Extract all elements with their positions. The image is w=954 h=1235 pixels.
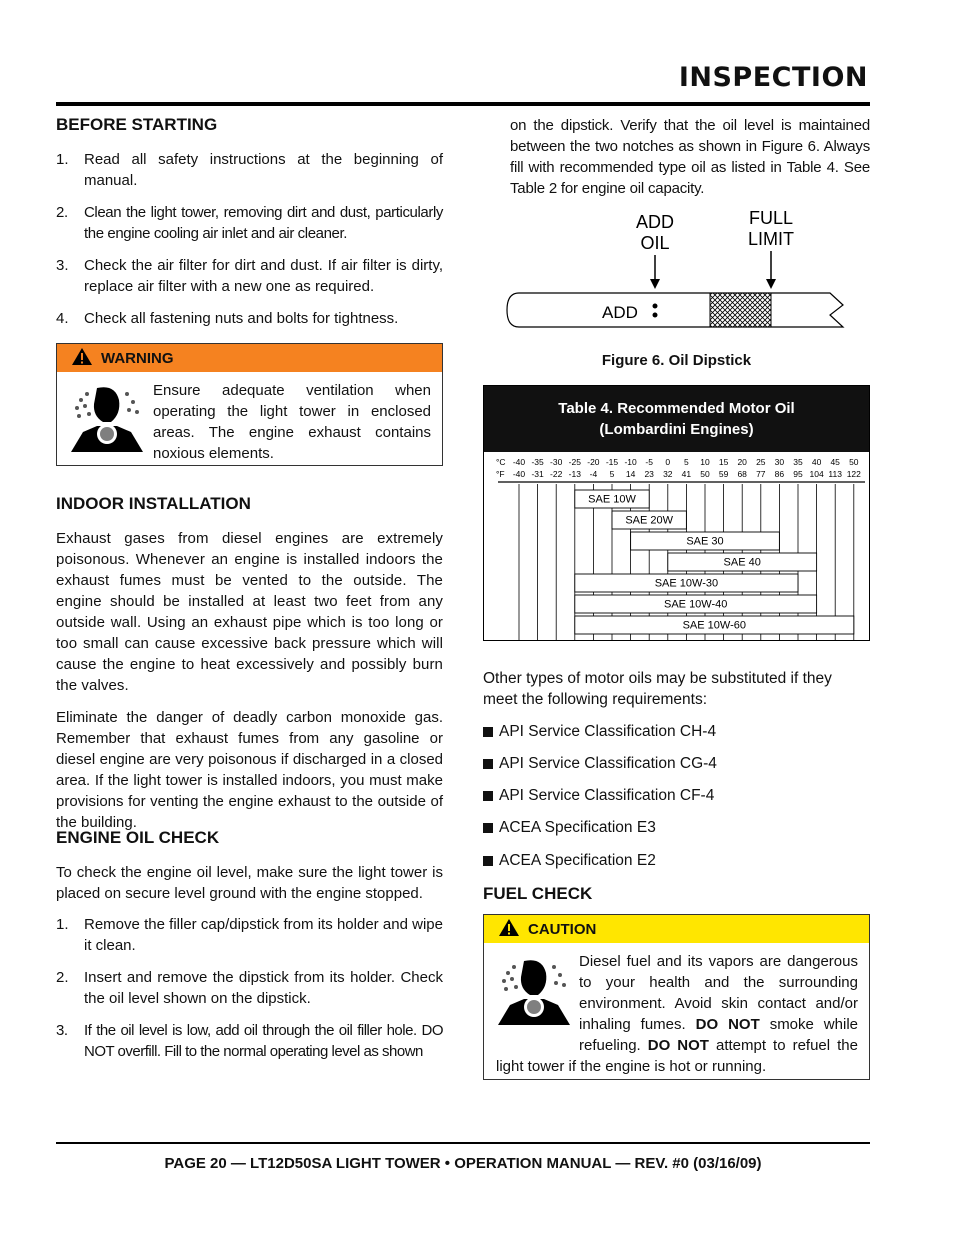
fahrenheit-tick-label: 86: [774, 469, 785, 479]
fahrenheit-tick-label: 95: [793, 469, 803, 479]
fahrenheit-tick-label: -22: [550, 469, 563, 479]
fahrenheit-tick-label: -31: [531, 469, 544, 479]
full-arrow-icon: [766, 251, 776, 289]
bullet-square-icon: [483, 759, 493, 769]
indoor-heading: INDOOR INSTALLATION: [56, 494, 251, 513]
caution-text: [496, 951, 858, 1077]
celsius-tick-label: 50: [849, 457, 859, 467]
indoor-paragraph-1: Exhaust gases from diesel engines are extremely poisonous. Whenever an engine is installed indoors the exhaust fumes must be vented to the outside. The engine should be installed at least two feet from any outside wall. Using an exhaust pipe which is too long or too small can cause excessive back pressure which will cause the engine to heat excessively and possibly burn the valves.: [56, 530, 443, 694]
list-item: API Service Classification CG-4: [483, 753, 870, 775]
bullet-square-icon: [483, 823, 493, 833]
celsius-tick-label: 35: [793, 457, 803, 467]
dipstick-add-label: ADD: [602, 303, 638, 322]
caution-text-3: attempt to refuel the light tower if the engine is hot or running.: [496, 1037, 858, 1075]
oil-grade-label: SAE 10W: [588, 493, 636, 506]
table-header: [484, 386, 869, 452]
engine-oil-continued: on the dipstick. Verify that the oil level is maintained between the two notches as shown in Figure 6. Always fill with recommended type oil as listed in Table 4. See Table 2 for engine oil capacity.: [510, 117, 870, 197]
celsius-tick-label: -5: [645, 457, 653, 467]
left-column: [56, 115, 443, 329]
fahrenheit-tick-label: 50: [700, 469, 710, 479]
page-title: INSPECTION: [678, 62, 868, 93]
celsius-tick-label: -10: [624, 457, 637, 467]
substitutes-list: [483, 721, 870, 872]
fuel-check-heading: FUEL CHECK: [483, 884, 593, 903]
notch-dot-upper: [653, 304, 658, 309]
table-title-line-1: Table 4. Recommended Motor Oil: [558, 400, 795, 417]
add-oil-label-2: OIL: [640, 233, 670, 253]
oil-temperature-chart: [484, 452, 869, 640]
caution-box: [483, 914, 870, 1080]
footer-rule: [56, 1142, 870, 1144]
engine-oil-intro: To check the engine oil level, make sure the light tower is placed on secure level ground with the engine stopped.: [56, 864, 443, 902]
fahrenheit-tick-label: -40: [512, 469, 526, 479]
indoor-section: [56, 494, 443, 833]
fahrenheit-unit-label: °F: [496, 469, 505, 479]
celsius-tick-label: 45: [830, 457, 840, 467]
celsius-tick-label: -30: [550, 457, 563, 467]
bullet-square-icon: [483, 791, 493, 801]
fahrenheit-tick-label: 23: [644, 469, 654, 479]
engine-oil-section: [56, 828, 443, 1062]
fahrenheit-tick-label: 32: [663, 469, 673, 479]
page-footer: PAGE 20 — LT12D50SA LIGHT TOWER • OPERATION MANUAL — REV. #0 (03/16/09): [164, 1155, 762, 1172]
celsius-tick-label: 5: [684, 457, 689, 467]
dipstick-figure: [505, 205, 855, 335]
caution-bold-1: DO NOT: [695, 1016, 760, 1033]
warning-triangle-icon: [71, 347, 93, 370]
oil-grade-label: SAE 20W: [625, 514, 674, 527]
fahrenheit-tick-label: -4: [589, 469, 598, 479]
celsius-tick-label: -25: [568, 457, 581, 467]
celsius-tick-label: 15: [718, 457, 729, 467]
fahrenheit-tick-label: 5: [609, 469, 615, 479]
list-item: 3. Check the air filter for dirt and dust. If air filter is dirty, replace air filter with a new one as required.: [56, 257, 443, 295]
fahrenheit-tick-label: 122: [846, 469, 861, 479]
celsius-tick-label: 10: [700, 457, 710, 467]
caution-bold-2: DO NOT: [647, 1037, 709, 1054]
fahrenheit-tick-label: 14: [625, 469, 636, 479]
add-oil-label-1: ADD: [635, 212, 675, 232]
fahrenheit-tick-label: 77: [756, 469, 766, 479]
full-limit-label-1: FULL: [748, 208, 794, 228]
celsius-tick-label: -40: [512, 457, 526, 467]
indoor-paragraph-2: Eliminate the danger of deadly carbon monoxide gas. Remember that exhaust fumes from any gasoline or diesel engine are very poisonous if discharged in a closed area. If the light tower is installed indoors, you must make provisions for venting the engine exhaust to the outside of the building.: [56, 709, 443, 831]
title-rule: [56, 102, 870, 106]
substitutes-intro: Other types of motor oils may be substituted if they meet the following requirements:: [483, 670, 832, 708]
oil-grade-label: SAE 10W-30: [654, 577, 719, 590]
notch-dot-lower: [653, 313, 658, 318]
caution-header: [484, 915, 869, 943]
warning-box: [56, 343, 443, 466]
engine-oil-heading: ENGINE OIL CHECK: [56, 828, 220, 847]
add-arrow-icon: [650, 255, 660, 289]
bullet-square-icon: [483, 856, 493, 866]
celsius-tick-label: -35: [531, 457, 544, 467]
fahrenheit-tick-label: 59: [718, 469, 729, 479]
fahrenheit-tick-label: 41: [681, 469, 692, 479]
celsius-tick-label: 40: [811, 457, 822, 467]
before-starting-list: [56, 149, 443, 329]
caution-text-1: Diesel fuel and its vapors are dangerous to your health and the surrounding environment. Avoid skin contact and/or inhaling fumes.: [579, 953, 858, 1033]
fahrenheit-tick-label: 68: [737, 469, 747, 479]
warning-text: Ensure adequate ventilation when operating the light tower in enclosed areas. The engine exhaust contains noxious elements.: [153, 382, 431, 462]
dipstick-body: [507, 293, 843, 327]
list-item: 2. Clean the light tower, removing dirt and dust, particularly the engine cooling air inlet and air cleaner.: [56, 204, 443, 242]
list-item: 2. Insert and remove the dipstick from its holder. Check the oil level shown on the dipstick.: [56, 969, 443, 1007]
celsius-tick-label: -15: [605, 457, 619, 467]
table-title-line-2: (Lombardini Engines): [599, 421, 754, 438]
oil-grade-label: SAE 30: [686, 535, 724, 548]
caution-triangle-icon: [498, 918, 520, 941]
list-item: 3. If the oil level is low, add oil through the oil filler hole. DO NOT overfill. Fill to the normal operating level as shown: [56, 1022, 443, 1060]
list-item: 1. Remove the filler cap/dipstick from its holder and wipe it clean.: [56, 916, 443, 954]
figure-caption: Figure 6. Oil Dipstick: [601, 352, 752, 369]
before-starting-heading: BEFORE STARTING: [56, 115, 218, 134]
warning-label: WARNING: [101, 349, 174, 367]
list-item: API Service Classification CF-4: [483, 785, 870, 807]
celsius-tick-label: 30: [774, 457, 785, 467]
warning-header: [57, 344, 442, 372]
exhaust-hazard-icon: [67, 380, 147, 461]
celsius-tick-label: 20: [737, 457, 747, 467]
list-item: ACEA Specification E2: [483, 850, 870, 872]
list-item: API Service Classification CH-4: [483, 721, 870, 743]
caution-label: CAUTION: [528, 920, 597, 938]
full-limit-label-2: LIMIT: [747, 229, 795, 249]
oil-grade-label: SAE 10W-40: [664, 598, 728, 611]
fahrenheit-tick-label: -13: [568, 469, 581, 479]
safe-range-hatch: [710, 293, 771, 327]
list-item: 1. Read all safety instructions at the beginning of manual.: [56, 151, 443, 189]
oil-grade-label: SAE 10W-60: [682, 619, 746, 632]
celsius-unit-label: °C: [496, 457, 506, 467]
celsius-tick-label: -20: [587, 457, 600, 467]
celsius-tick-label: 0: [665, 457, 671, 467]
list-item: ACEA Specification E3: [483, 817, 870, 839]
engine-oil-list: [56, 914, 443, 1062]
fahrenheit-tick-label: 104: [809, 469, 824, 479]
oil-grade-label: SAE 40: [723, 556, 761, 569]
fahrenheit-tick-label: 113: [828, 469, 842, 479]
oil-table: [483, 385, 870, 641]
celsius-tick-label: 25: [756, 457, 766, 467]
caution-text-2: smoke while refueling.: [579, 1016, 858, 1054]
bullet-square-icon: [483, 727, 493, 737]
list-item: 4. Check all fastening nuts and bolts for tightness.: [56, 310, 399, 327]
